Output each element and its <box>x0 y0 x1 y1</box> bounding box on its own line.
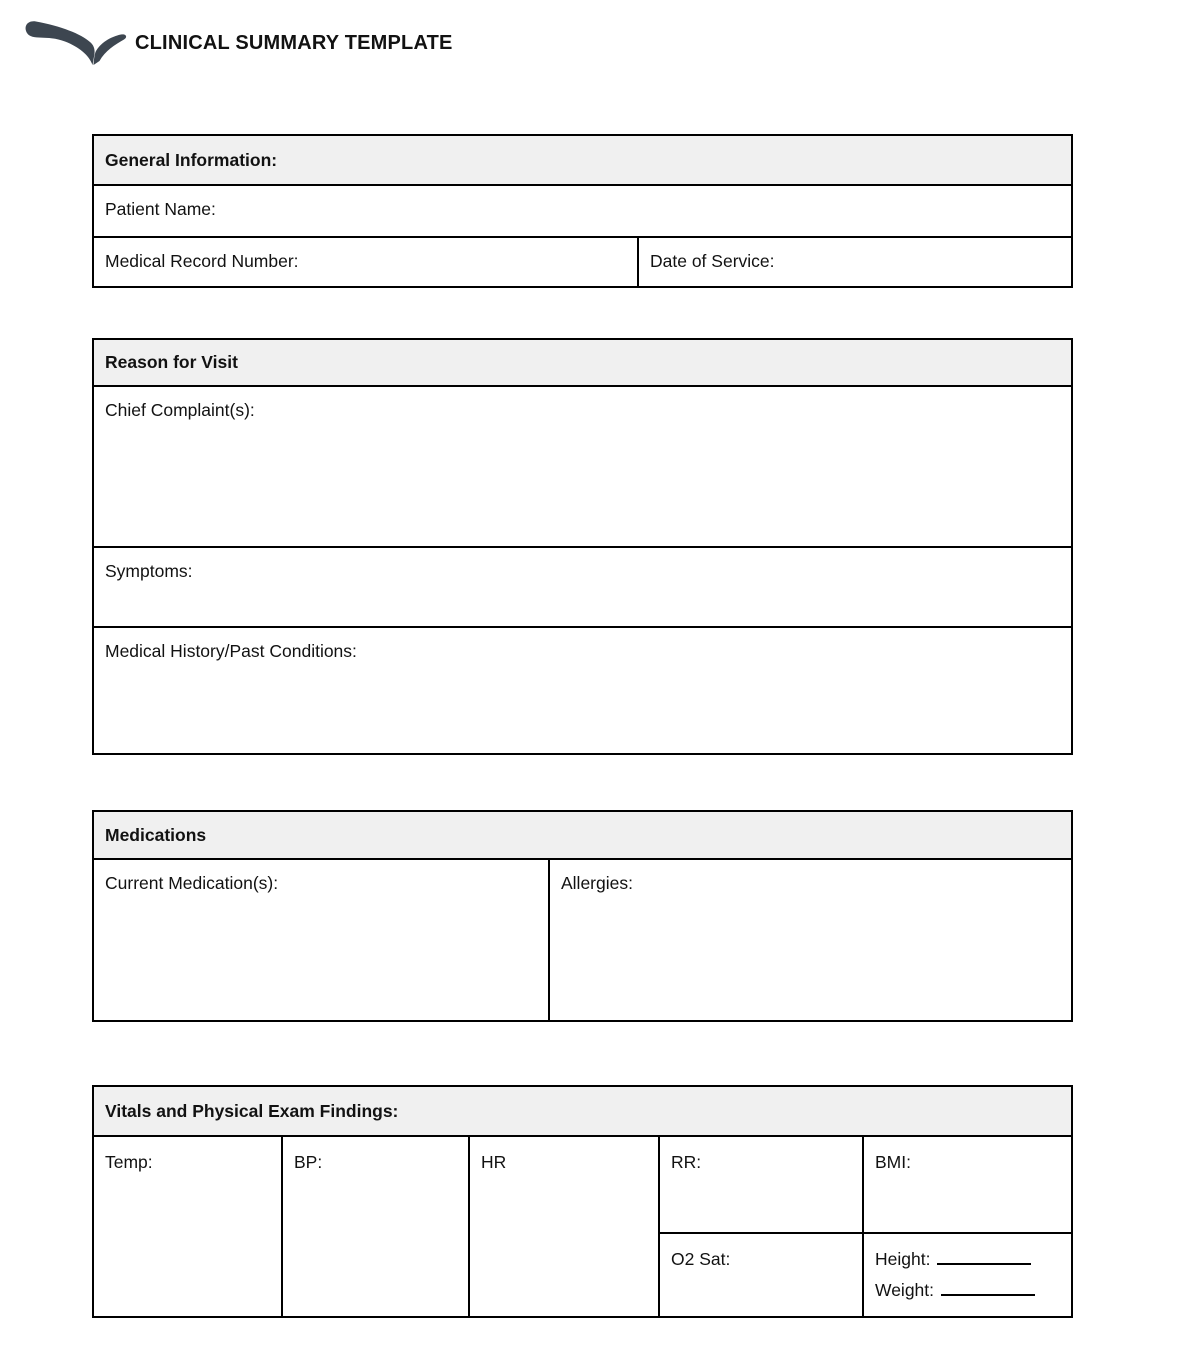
chief-complaint-field[interactable] <box>94 387 1071 546</box>
general-information-header: General Information: <box>94 136 1071 186</box>
bp-field[interactable] <box>281 1137 468 1316</box>
symptoms-label: Symptoms: <box>105 561 193 581</box>
patient-name-field[interactable] <box>94 186 1071 236</box>
document-header <box>0 0 1178 66</box>
o2-sat-label: O2 Sat: <box>671 1249 731 1269</box>
spacer <box>0 1022 1178 1085</box>
spacer <box>0 755 1178 810</box>
weight-blank-line[interactable] <box>941 1282 1035 1296</box>
bp-label: BP: <box>294 1152 323 1172</box>
hr-field[interactable] <box>468 1137 658 1316</box>
date-of-service-label: Date of Service: <box>650 251 775 271</box>
medical-record-number-label: Medical Record Number: <box>105 251 299 271</box>
medical-record-number-field[interactable] <box>94 238 637 286</box>
current-medications-label: Current Medication(s): <box>105 873 279 893</box>
chief-complaint-label: Chief Complaint(s): <box>105 400 255 420</box>
spacer <box>0 66 1178 134</box>
height-label: Height: <box>875 1249 931 1269</box>
rr-field[interactable] <box>658 1137 862 1232</box>
general-information-table <box>92 134 1073 288</box>
reason-for-visit-table <box>92 338 1073 755</box>
temp-field[interactable] <box>94 1137 281 1316</box>
medical-history-field[interactable] <box>94 626 1071 753</box>
vitals-header: Vitals and Physical Exam Findings: <box>94 1087 1071 1137</box>
rr-label: RR: <box>671 1152 702 1172</box>
spacer <box>0 288 1178 338</box>
height-blank-line[interactable] <box>937 1251 1031 1265</box>
medications-header: Medications <box>94 812 1071 860</box>
o2-sat-field[interactable] <box>658 1232 862 1316</box>
hr-label: HR <box>481 1152 507 1172</box>
bmi-field[interactable] <box>862 1137 1071 1232</box>
symptoms-field[interactable] <box>94 546 1071 626</box>
patient-name-label: Patient Name: <box>105 199 216 219</box>
temp-label: Temp: <box>105 1152 153 1172</box>
allergies-label: Allergies: <box>561 873 633 893</box>
page-title: CLINICAL SUMMARY TEMPLATE <box>135 31 453 54</box>
logo-bird-icon <box>23 17 127 65</box>
medications-table <box>92 810 1073 1022</box>
medical-history-label: Medical History/Past Conditions: <box>105 641 357 661</box>
current-medications-field[interactable] <box>94 860 548 1020</box>
allergies-field[interactable] <box>548 860 1071 1020</box>
height-weight-field[interactable] <box>862 1232 1071 1316</box>
vitals-table <box>92 1085 1073 1318</box>
reason-for-visit-header: Reason for Visit <box>94 340 1071 387</box>
weight-label: Weight: <box>875 1280 935 1300</box>
bmi-label: BMI: <box>875 1152 911 1172</box>
date-of-service-field[interactable] <box>637 238 1071 286</box>
